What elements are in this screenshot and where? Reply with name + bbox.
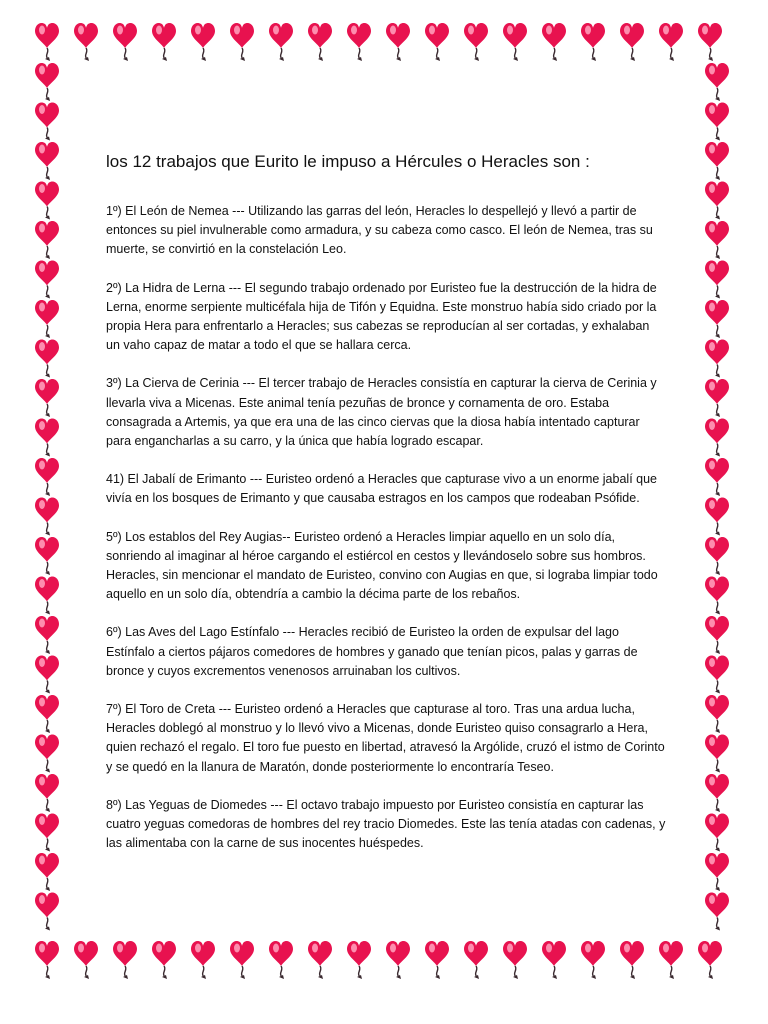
paragraph-5: 5º) Los establos del Rey Augias-- Euristeo ordenó a Heracles limpiar aquello en un solo día, sonriendo al imaginar al héroe cargando el estiércol en cestos y llevándoselo sobre sus hombros. Heracles, sin mencionar el mandato de Euristeo, convino con Augias en que, si lograba limpiar todo aquello en un solo día, obtendría a cambio la décima parte de los rebaños.	[106, 529, 658, 602]
heart-balloon-icon	[705, 63, 729, 101]
paragraph-7: 7º) El Toro de Creta --- Euristeo ordenó a Heracles que capturase al toro. Tras una ardua lucha, Heracles doblegó al monstruo y lo llevó vivo a Micenas, donde Euristeo quiso consagrarlo a Hera, quien rechazó el regalo. El toro fue puesto en libertad, atravesó la Argólide, cruzó el istmo de Corinto y se quedó en la llanura de Maratón, donde posteriormente lo encontraría Teseo.	[106, 702, 665, 774]
heart-balloon-icon	[35, 102, 59, 140]
heart-balloon-icon	[308, 941, 332, 979]
heart-balloon-icon	[113, 23, 137, 61]
heart-balloon-icon	[542, 23, 566, 61]
heart-balloon-icon	[705, 892, 729, 930]
paragraph-4: 41) El Jabalí de Erimanto --- Euristeo ordenó a Heracles que capturase vivo a un enorme jabalí que vivía en los bosques de Erimanto y que causaba estragos en los campos que rodeaban Psófide.	[106, 472, 657, 506]
heart-balloon-icon	[152, 941, 176, 979]
heart-balloon-icon	[35, 616, 59, 654]
heart-balloon-icon	[230, 23, 254, 61]
heart-balloon-icon	[705, 181, 729, 219]
heart-balloon-icon	[386, 941, 410, 979]
heart-balloon-icon	[386, 23, 410, 61]
heart-balloon-icon	[425, 23, 449, 61]
heart-balloon-icon	[581, 23, 605, 61]
paragraph-6: 6º) Las Aves del Lago Estínfalo --- Heracles recibió de Euristeo la orden de expulsar del lago Estínfalo a ciertos pájaros comedores de hombres y ganado que tenían picos, palas y garras de bronce y cuyos excrementos venenosos arruinaban los cultivos.	[106, 625, 638, 678]
heart-balloon-icon	[705, 221, 729, 259]
heart-balloon-icon	[347, 23, 371, 61]
heart-balloon-icon	[35, 181, 59, 219]
heart-balloon-icon	[35, 458, 59, 496]
heart-balloon-icon	[659, 941, 683, 979]
heart-balloon-icon	[705, 418, 729, 456]
heart-balloon-icon	[425, 941, 449, 979]
heart-balloon-icon	[581, 941, 605, 979]
heart-balloon-icon	[464, 941, 488, 979]
heart-balloon-icon	[705, 853, 729, 891]
heart-balloon-icon	[705, 102, 729, 140]
heart-balloon-icon	[620, 941, 644, 979]
heart-balloon-icon	[230, 941, 254, 979]
heart-balloon-icon	[659, 23, 683, 61]
heart-balloon-icon	[35, 63, 59, 101]
paragraph-8: 8º) Las Yeguas de Diomedes --- El octavo trabajo impuesto por Euristeo consistía en capturar las cuatro yeguas comedoras de hombres del rey tracio Diomedes. Este las tenía atadas con cadenas, y las alimentaba con la carne de sus inocentes huéspedes.	[106, 797, 666, 851]
document-body	[106, 150, 666, 872]
heart-balloon-icon	[35, 23, 59, 61]
heart-balloon-icon	[191, 23, 215, 61]
heart-balloon-icon	[269, 23, 293, 61]
heart-balloon-icon	[705, 774, 729, 812]
heart-balloon-icon	[113, 941, 137, 979]
paragraph-2: 2º) La Hidra de Lerna --- El segundo trabajo ordenado por Euristeo fue la destrucción de la hidra de Lerna, enorme serpiente multicéfala hija de Tifón y Equidna. Este monstruo había sido criado por la propia Hera para enfrentarlo a Heracles; sus cabezas se reproducían al ser cortadas, y exhalaban un vaho capaz de matar a todo el que se hallara cerca.	[106, 280, 657, 353]
heart-balloon-icon	[503, 941, 527, 979]
heart-balloon-icon	[35, 142, 59, 180]
heart-balloon-icon	[35, 813, 59, 851]
heart-balloon-icon	[152, 23, 176, 61]
heart-balloon-icon	[347, 941, 371, 979]
heart-balloon-icon	[705, 616, 729, 654]
heart-balloon-icon	[35, 941, 59, 979]
heart-balloon-icon	[705, 695, 729, 733]
heart-balloon-icon	[308, 23, 332, 61]
heart-balloon-icon	[35, 576, 59, 614]
heart-balloon-icon	[191, 941, 215, 979]
heart-balloon-icon	[35, 774, 59, 812]
heart-balloon-icon	[705, 813, 729, 851]
heart-balloon-icon	[705, 576, 729, 614]
heart-balloon-icon	[35, 892, 59, 930]
heart-balloon-icon	[74, 941, 98, 979]
paragraph-1: 1º) El León de Nemea --- Utilizando las garras del león, Heracles lo despellejó y llevó a partir de entonces su piel invulnerable como armadura, y su cabeza como casco. El león de Nemea, tras su muerte, se convirtió en la constelación Leo.	[106, 204, 653, 257]
heart-balloon-icon	[705, 142, 729, 180]
heart-balloon-icon	[542, 941, 566, 979]
heart-balloon-icon	[35, 339, 59, 377]
heart-balloon-icon	[705, 300, 729, 338]
heart-balloon-icon	[35, 300, 59, 338]
heart-balloon-icon	[698, 941, 722, 979]
heart-balloon-icon	[35, 260, 59, 298]
heart-balloon-icon	[74, 23, 98, 61]
heart-balloon-icon	[705, 379, 729, 417]
heart-balloon-icon	[705, 537, 729, 575]
heart-balloon-icon	[620, 23, 644, 61]
heart-balloon-icon	[35, 418, 59, 456]
heart-balloon-icon	[35, 734, 59, 772]
heart-balloon-icon	[705, 497, 729, 535]
heart-balloon-icon	[35, 695, 59, 733]
heart-balloon-icon	[705, 655, 729, 693]
heart-balloon-icon	[35, 853, 59, 891]
heart-balloon-icon	[35, 655, 59, 693]
heart-balloon-icon	[35, 221, 59, 259]
heart-balloon-icon	[269, 941, 293, 979]
heart-balloon-icon	[705, 458, 729, 496]
heart-balloon-icon	[35, 379, 59, 417]
heart-balloon-icon	[698, 23, 722, 61]
heart-balloon-icon	[705, 260, 729, 298]
heart-balloon-icon	[464, 23, 488, 61]
heart-balloon-icon	[705, 734, 729, 772]
heart-balloon-icon	[705, 339, 729, 377]
paragraph-3: 3º) La Cierva de Cerinia --- El tercer trabajo de Heracles consistía en capturar la cierva de Cerinia y llevarla viva a Micenas. Este animal tenía pezuñas de bronce y cornamenta de oro. Estaba consagrada a Artemis, ya que era una de las cinco ciervas que la diosa había intentado capturar para engancharlas a su carro, y la única que había logrado escapar.	[106, 376, 657, 449]
document-title: los 12 trabajos que Eurito le impuso a Hércules o Heracles son :	[106, 152, 590, 171]
heart-balloon-icon	[35, 537, 59, 575]
heart-balloon-icon	[35, 497, 59, 535]
heart-balloon-icon	[503, 23, 527, 61]
